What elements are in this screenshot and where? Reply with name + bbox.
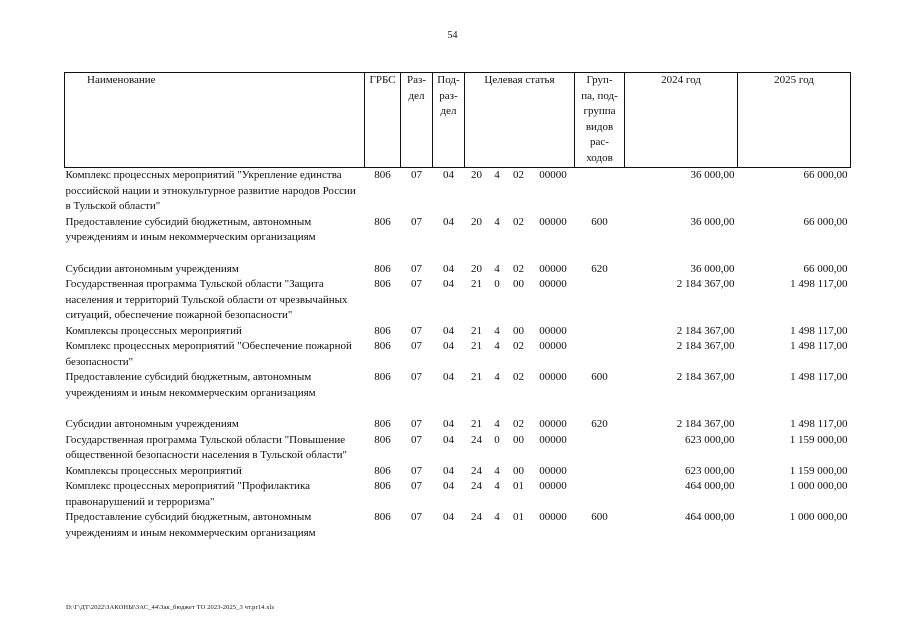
row-razdel: 07: [411, 215, 422, 228]
row-razdel: 07: [411, 324, 422, 337]
row-grbs: 806: [374, 262, 391, 275]
row-podrazdel: 04: [443, 278, 454, 290]
row-target-subprogram: 01: [513, 511, 524, 523]
row-amount-2024: 623 000,00: [685, 433, 735, 446]
row-podrazdel: 04: [443, 480, 454, 492]
header-target-article: Целевая статья: [465, 73, 575, 168]
row-grbs: 806: [374, 480, 391, 492]
file-path-footer: D:\Г\ДТ\2022\ЗАКОНЫ\ЗАС_44\Зак_бюджет ТО 2023-2025_3 чт.pr14.xls: [66, 604, 275, 611]
row-name: Комплекс процессных мероприятий "Укрепление единства российской нации и этнокультурное развитие народов России в Тульской области": [65, 169, 356, 212]
row-expense-group: 620: [591, 418, 608, 430]
row-expense-group: [575, 433, 625, 464]
row-target-program: 24: [471, 480, 482, 492]
row-name: Субсидии автономным учреждениям: [65, 418, 239, 430]
row-name: Предоставление субсидий бюджетным, автономным учреждениям и иным некоммерческим организациям: [65, 371, 316, 399]
row-amount-2024: 623 000,00: [685, 464, 735, 477]
row-expense-group: [575, 277, 625, 324]
row-amount-2024: 464 000,00: [685, 480, 735, 492]
row-razdel: 07: [411, 464, 422, 477]
row-target-direction: 00000: [539, 480, 567, 492]
row-name: Предоставление субсидий бюджетным, автономным учреждениям и иным некоммерческим организациям: [65, 215, 316, 243]
row-target-type: 0: [494, 278, 500, 290]
row-amount-2025: 1 498 117,00: [790, 324, 848, 337]
table-row: [65, 168, 851, 215]
row-target-subprogram: 02: [513, 371, 524, 383]
row-razdel: 07: [411, 511, 422, 523]
row-expense-group: [575, 168, 625, 215]
table-row: [65, 262, 851, 278]
header-name: Наименование: [65, 73, 365, 168]
row-podrazdel: 04: [443, 433, 454, 446]
row-grbs: 806: [374, 371, 391, 383]
row-amount-2024: 2 184 367,00: [676, 324, 735, 337]
row-amount-2025: 1 498 117,00: [790, 340, 848, 352]
header-razdel: Раз- дел: [401, 73, 433, 168]
row-name: Предоставление субсидий бюджетным, автономным учреждениям и иным некоммерческим организациям: [65, 511, 316, 539]
row-name: Комплексы процессных мероприятий: [65, 464, 242, 477]
row-razdel: 07: [411, 433, 422, 446]
row-podrazdel: 04: [443, 511, 454, 523]
row-name: Комплекс процессных мероприятий "Обеспечение пожарной безопасности": [65, 340, 352, 368]
row-amount-2025: 1 000 000,00: [789, 480, 848, 492]
row-grbs: 806: [374, 418, 391, 430]
row-target-type: 0: [494, 433, 500, 446]
table-row: [65, 510, 851, 557]
table-row: [65, 215, 851, 262]
row-target-subprogram: 01: [513, 480, 524, 492]
row-target-direction: 00000: [539, 511, 567, 523]
row-amount-2025: 1 159 000,00: [789, 464, 848, 477]
row-razdel: 07: [411, 418, 422, 430]
row-target-subprogram: 00: [513, 433, 524, 446]
table-row: [65, 479, 851, 510]
row-razdel: 07: [411, 480, 422, 492]
row-target-program: 21: [471, 340, 482, 352]
row-podrazdel: 04: [443, 464, 454, 477]
table-row: [65, 277, 851, 324]
table-row: [65, 464, 851, 480]
table-body: [65, 168, 851, 558]
row-grbs: 806: [374, 324, 391, 337]
row-podrazdel: 04: [443, 324, 454, 337]
row-target-direction: 00000: [539, 340, 567, 352]
row-target-type: 4: [494, 324, 500, 337]
row-expense-group: [575, 479, 625, 510]
row-target-subprogram: 00: [513, 278, 524, 290]
row-grbs: 806: [374, 340, 391, 352]
row-expense-group: [575, 324, 625, 340]
row-amount-2025: 1 498 117,00: [790, 371, 848, 383]
row-amount-2025: 66 000,00: [803, 215, 848, 228]
row-amount-2024: 464 000,00: [685, 511, 735, 523]
row-target-program: 20: [471, 169, 482, 181]
row-target-direction: 00000: [539, 215, 567, 228]
row-podrazdel: 04: [443, 262, 454, 275]
row-target-subprogram: 02: [513, 418, 524, 430]
row-razdel: 07: [411, 169, 422, 181]
table-row: [65, 370, 851, 417]
row-amount-2024: 2 184 367,00: [676, 278, 735, 290]
row-target-direction: 00000: [539, 324, 567, 337]
table-row: [65, 339, 851, 370]
row-target-program: 20: [471, 262, 482, 275]
row-grbs: 806: [374, 169, 391, 181]
row-amount-2025: 66 000,00: [803, 169, 848, 181]
row-target-program: 24: [471, 433, 482, 446]
row-target-direction: 00000: [539, 371, 567, 383]
row-target-program: 24: [471, 464, 482, 477]
header-grbs: ГРБС: [365, 73, 401, 168]
row-amount-2025: 1 498 117,00: [790, 418, 848, 430]
row-target-subprogram: 00: [513, 464, 524, 477]
row-target-type: 4: [494, 371, 500, 383]
row-grbs: 806: [374, 433, 391, 446]
row-name: Государственная программа Тульской области "Повышение общественной безопасности населения в Тульской области": [65, 433, 348, 461]
header-podrazdel: Под- раз- дел: [433, 73, 465, 168]
table-row: [65, 417, 851, 433]
row-target-subprogram: 02: [513, 340, 524, 352]
page-number: 54: [447, 30, 458, 41]
row-target-type: 4: [494, 464, 500, 477]
row-target-program: 20: [471, 215, 482, 228]
table-row: [65, 324, 851, 340]
row-target-program: 21: [471, 324, 482, 337]
row-target-direction: 00000: [539, 464, 567, 477]
row-podrazdel: 04: [443, 215, 454, 228]
row-target-program: 21: [471, 418, 482, 430]
row-razdel: 07: [411, 278, 422, 290]
row-name: Государственная программа Тульской области "Защита населения и территорий Тульской области от чрезвычайных ситуаций, обеспечение пожарной безопасности": [65, 278, 348, 321]
row-target-type: 4: [494, 480, 500, 492]
row-grbs: 806: [374, 511, 391, 523]
row-target-type: 4: [494, 169, 500, 181]
row-expense-group: 620: [591, 262, 608, 275]
header-year-2025: 2025 год: [738, 73, 851, 168]
row-target-type: 4: [494, 418, 500, 430]
row-grbs: 806: [374, 278, 391, 290]
row-target-program: 24: [471, 511, 482, 523]
row-amount-2025: 1 498 117,00: [790, 278, 848, 290]
row-podrazdel: 04: [443, 418, 454, 430]
row-razdel: 07: [411, 340, 422, 352]
row-grbs: 806: [374, 215, 391, 228]
row-target-subprogram: 02: [513, 169, 524, 181]
row-target-subprogram: 02: [513, 215, 524, 228]
row-target-type: 4: [494, 215, 500, 228]
row-target-subprogram: 02: [513, 262, 524, 275]
row-target-subprogram: 00: [513, 324, 524, 337]
table-header-row: [65, 73, 851, 168]
table-row: [65, 433, 851, 464]
row-target-direction: 00000: [539, 262, 567, 275]
row-razdel: 07: [411, 371, 422, 383]
row-amount-2025: 66 000,00: [803, 262, 848, 275]
row-podrazdel: 04: [443, 340, 454, 352]
row-target-program: 21: [471, 371, 482, 383]
row-amount-2024: 36 000,00: [690, 215, 735, 228]
header-expense-group: Груп- па, под- группа видов рас- ходов: [575, 73, 625, 168]
row-expense-group: 600: [591, 215, 608, 228]
row-expense-group: 600: [591, 371, 608, 383]
row-target-type: 4: [494, 511, 500, 523]
row-target-direction: 00000: [539, 169, 567, 181]
budget-table: [64, 72, 851, 557]
row-podrazdel: 04: [443, 169, 454, 181]
row-target-direction: 00000: [539, 433, 567, 446]
row-expense-group: [575, 464, 625, 480]
row-name: Субсидии автономным учреждениям: [65, 262, 239, 275]
row-target-direction: 00000: [539, 418, 567, 430]
row-amount-2024: 2 184 367,00: [676, 340, 735, 352]
row-razdel: 07: [411, 262, 422, 275]
row-expense-group: 600: [591, 511, 608, 523]
row-target-type: 4: [494, 262, 500, 275]
row-name: Комплекс процессных мероприятий "Профилактика правонарушений и терроризма": [65, 480, 311, 508]
row-target-program: 21: [471, 278, 482, 290]
row-target-direction: 00000: [539, 278, 567, 290]
row-amount-2025: 1 000 000,00: [789, 511, 848, 523]
row-amount-2024: 36 000,00: [690, 169, 735, 181]
header-year-2024: 2024 год: [625, 73, 738, 168]
row-podrazdel: 04: [443, 371, 454, 383]
row-amount-2024: 2 184 367,00: [676, 418, 735, 430]
row-target-type: 4: [494, 340, 500, 352]
row-amount-2024: 36 000,00: [690, 262, 735, 275]
row-amount-2024: 2 184 367,00: [676, 371, 735, 383]
row-expense-group: [575, 339, 625, 370]
row-amount-2025: 1 159 000,00: [789, 433, 848, 446]
row-name: Комплексы процессных мероприятий: [65, 324, 242, 337]
row-grbs: 806: [374, 464, 391, 477]
